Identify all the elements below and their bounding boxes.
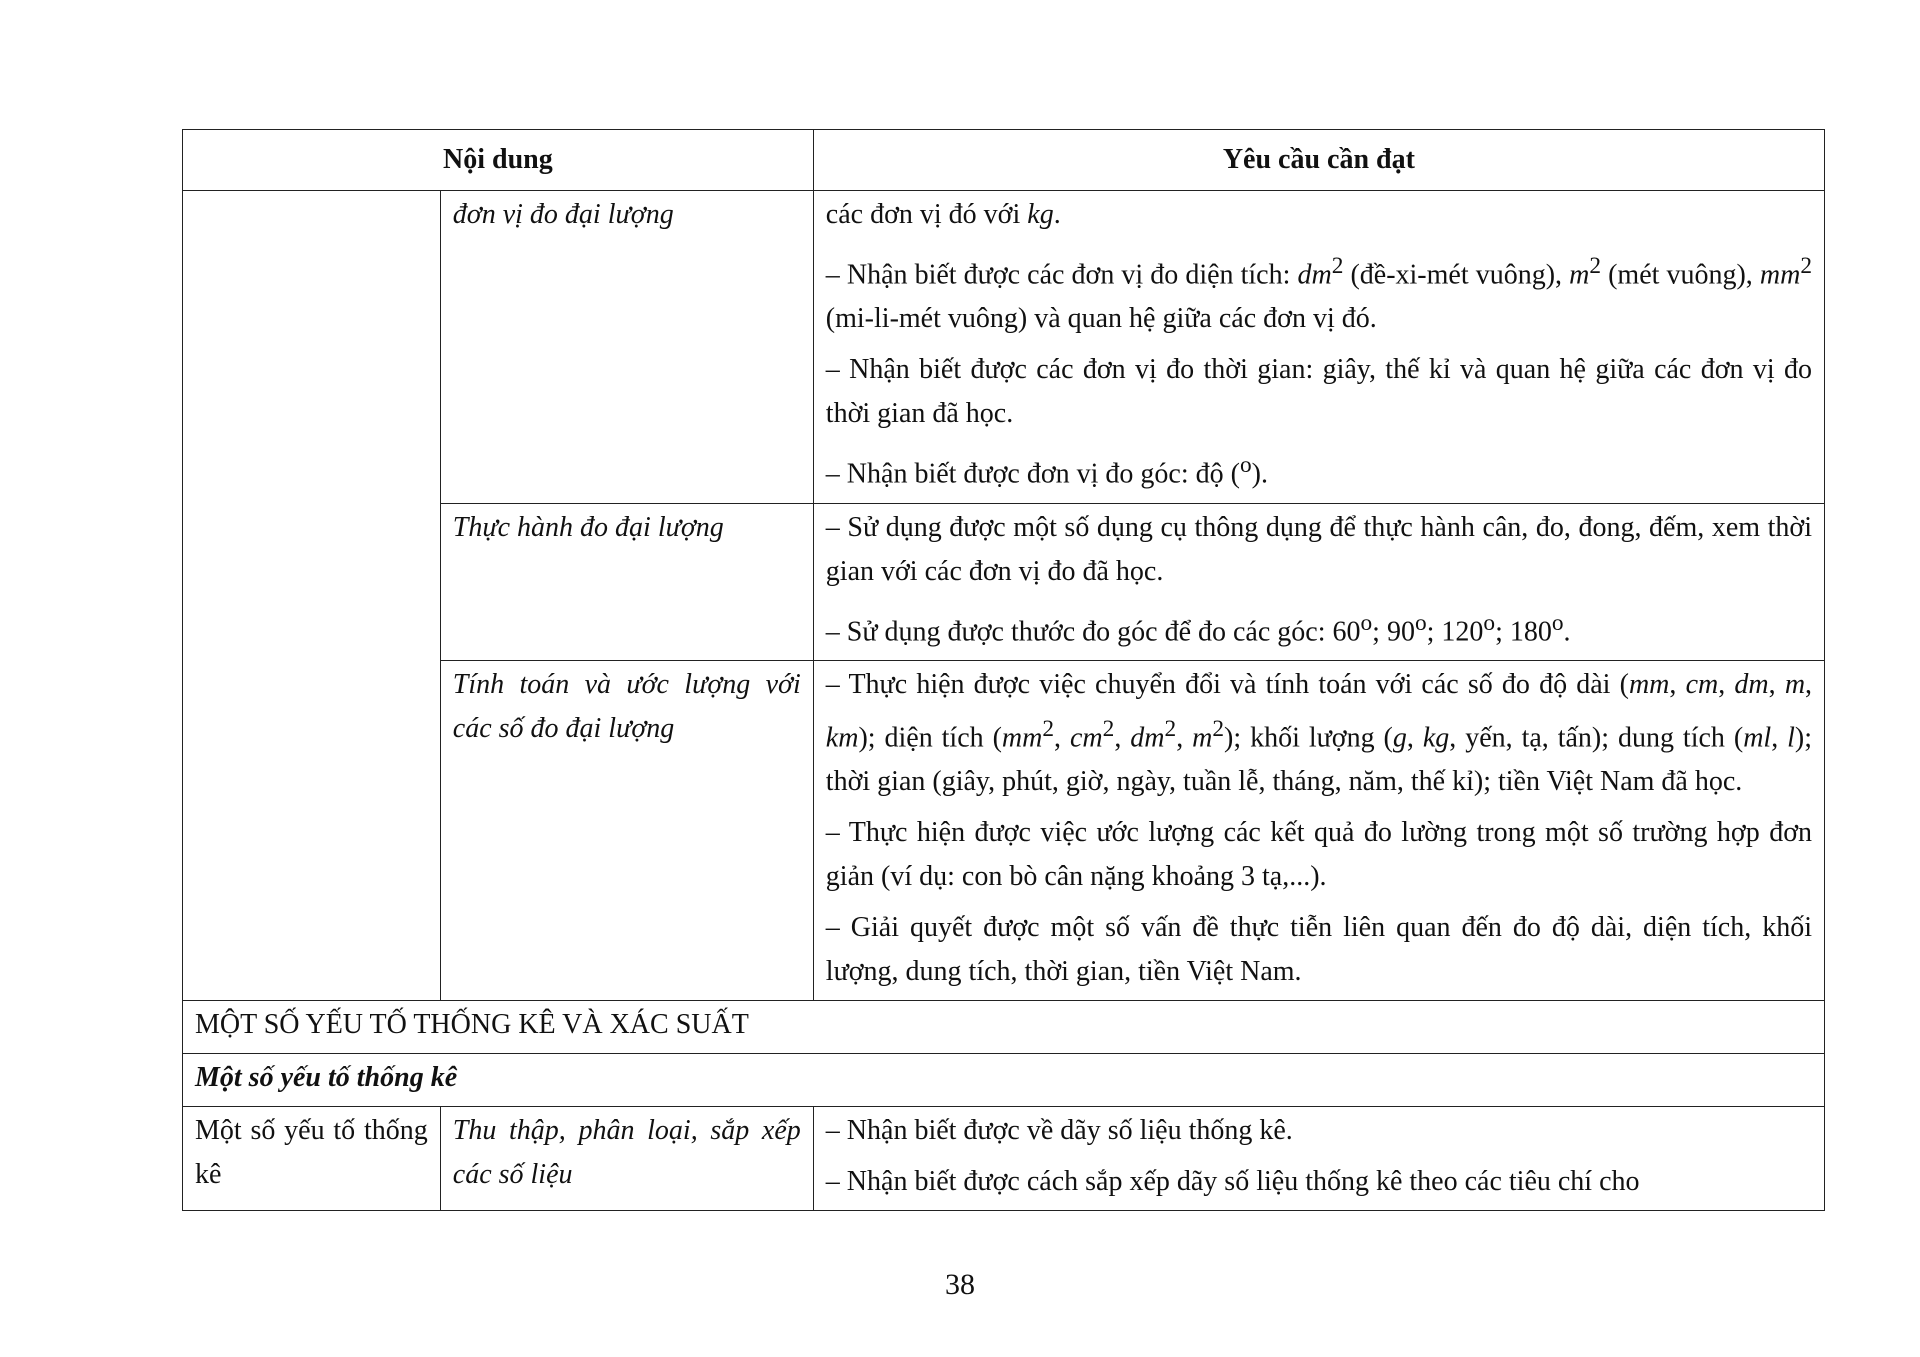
subtopic-cell: Thực hành đo đại lượng — [440, 503, 813, 660]
curriculum-table — [182, 129, 1825, 1211]
header-content: Nội dung — [183, 130, 814, 191]
requirement-item: – Nhận biết được cách sắp xếp dãy số liệu thống kê theo các tiêu chí cho — [825, 1166, 1640, 1198]
requirement-item: – Giải quyết được một số vấn đề thực tiễn liên quan đến đo độ dài, diện tích, khối lượng, dung tích, thời gian, tiền Việt Nam. — [825, 912, 1812, 988]
requirement-item: – Nhận biết được đơn vị đo góc: độ ($^o$). — [825, 452, 1268, 490]
table-header-row — [183, 130, 1825, 191]
subtopic-cell: Tính toán và ước lượng với các số đo đại lượng — [440, 660, 813, 1000]
page-number: 38 — [945, 1268, 975, 1301]
requirement-item: – Nhận biết được về dãy số liệu thống kê. — [825, 1115, 1293, 1147]
requirement-item: – Nhận biết được các đơn vị đo thời gian: giây, thế kỉ và quan hệ giữa các đơn vị đo thời gian đã học. — [825, 354, 1812, 430]
subtopic-cell: đơn vị đo đại lượng — [440, 191, 813, 504]
empty-topic-cell — [183, 191, 441, 1001]
table-row — [183, 191, 1825, 504]
header-requirements: Yêu cầu cần đạt — [813, 130, 1824, 191]
requirement-item: – Sử dụng được thước đo góc để đo các góc: 60$^o$; 90$^o$; 120$^o$; 180$^o$. — [825, 609, 1571, 647]
requirements-cell — [813, 503, 1824, 660]
subsection-heading: Một số yếu tố thống kê — [183, 1054, 1825, 1107]
requirement-item: – Sử dụng được một số dụng cụ thông dụng để thực hành cân, đo, đong, đếm, xem thời gian với các đơn vị đo đã học. — [825, 511, 1812, 587]
subsection-heading-row — [183, 1054, 1825, 1107]
section-heading: MỘT SỐ YẾU TỐ THỐNG KÊ VÀ XÁC SUẤT — [183, 1001, 1825, 1054]
table-row — [183, 1107, 1825, 1211]
subtopic-cell: Thu thập, phân loại, sắp xếp các số liệu — [440, 1107, 813, 1211]
requirement-item: – Thực hiện được việc chuyển đổi và tính toán với các số đo độ dài (mm, cm, dm, m, km); diện tích ($mm^2$, $cm^2$, $dm^2$, $m^2$); khối lượng (g, kg, yến, tạ, tấn); dung tích (ml, l); thời gian (giây, phút, giờ, ngày, tuần lễ, tháng, năm, thế kỉ); tiền Việt Nam đã học. — [825, 668, 1813, 798]
requirements-cell — [813, 191, 1824, 504]
requirement-item: các đơn vị đó với kg. — [825, 199, 1061, 230]
requirements-cell — [813, 1107, 1824, 1211]
section-heading-row — [183, 1001, 1825, 1054]
requirement-item: – Nhận biết được các đơn vị đo diện tích: $dm^2$ (đề-xi-mét vuông), $m^2$ (mét vuông), $mm^2$ (mi-li-mét vuông) và quan hệ giữa các đơn vị đó. — [825, 253, 1813, 335]
topic-cell: Một số yếu tố thống kê — [183, 1107, 441, 1211]
requirement-item: – Thực hiện được việc ước lượng các kết quả đo lường trong một số trường hợp đơn giản (ví dụ: con bò cân nặng khoảng 3 tạ,...). — [825, 817, 1812, 893]
requirements-cell — [813, 660, 1824, 1000]
